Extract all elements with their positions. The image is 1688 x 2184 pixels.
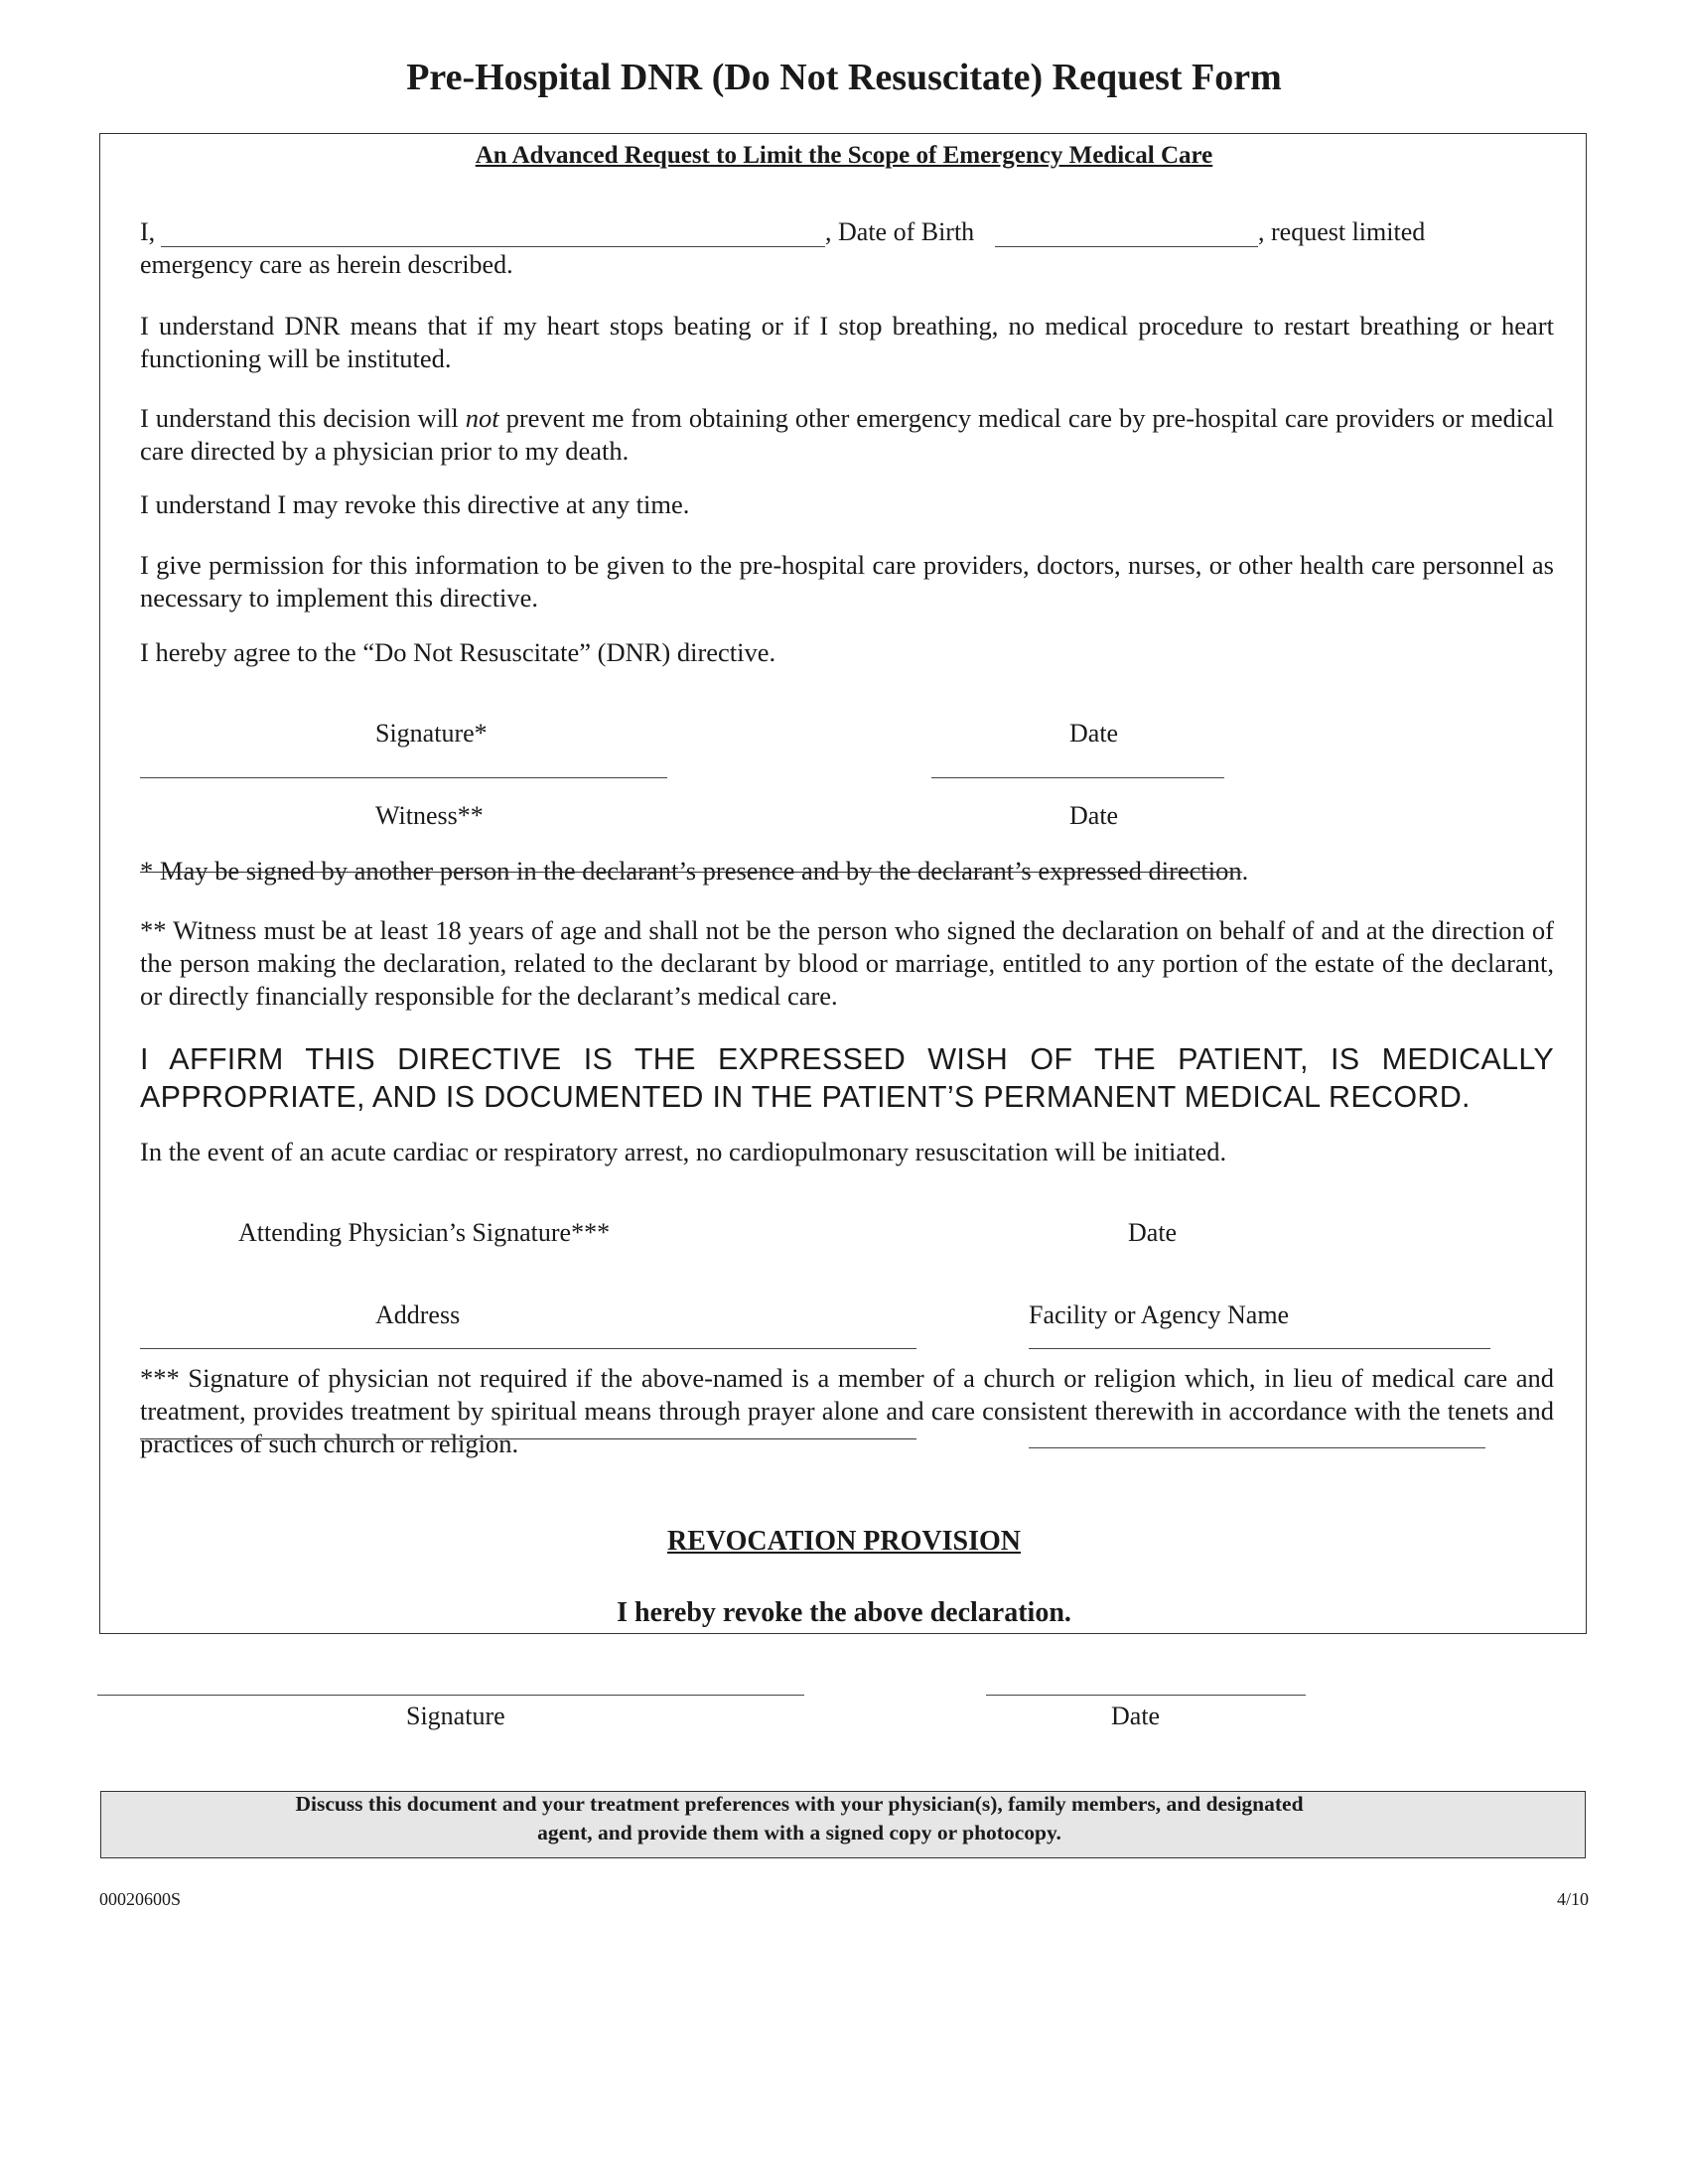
agree-paragraph: I hereby agree to the “Do Not Resuscitate” (DNR) directive.: [140, 637, 776, 667]
footnote-single: * May be signed by another person in the declarant’s presence and by the declarant’s expressed direction.: [140, 856, 1249, 886]
witness-label: Witness**: [375, 801, 484, 830]
facility-label: Facility or Agency Name: [1029, 1300, 1290, 1329]
facility-field[interactable]: [1029, 1348, 1490, 1349]
affirmation-line-2: APPROPRIATE, AND IS DOCUMENTED IN THE PATIENT’S PERMANENT MEDICAL RECORD.: [140, 1080, 1471, 1114]
physician-extra-field[interactable]: [1029, 1447, 1485, 1448]
physician-signature-label: Attending Physician’s Signature***: [238, 1218, 611, 1247]
physician-footnote: *** Signature of physician not required if the above-named is a member of a church or religion which, in lieu of medical care and treatment, provides treatment by spiritual means through prayer alone and care consistent therewith in accordance with the tenets and practices of such church or religion.: [140, 1363, 1554, 1458]
dob-label: , Date of Birth: [825, 217, 975, 246]
witness-date-field[interactable]: [931, 777, 1224, 778]
revoke-paragraph: I understand I may revoke this directive at any time.: [140, 489, 690, 519]
revocation-heading: REVOCATION PROVISION: [667, 1526, 1021, 1557]
notice-line-1: Discuss this document and your treatment preferences with your physician(s), family members, and designated: [295, 1792, 1304, 1816]
revocation-date-field[interactable]: [986, 1695, 1306, 1696]
notice-line-2: agent, and provide them with a signed copy or photocopy.: [537, 1821, 1061, 1844]
permission-paragraph: I give permission for this information to be given to the pre-hospital care providers, doctors, nurses, or other health care personnel as necessary to implement this directive.: [140, 550, 1554, 613]
witness-date-label: Date: [1069, 801, 1119, 830]
declaration-suffix: , request limited: [1258, 217, 1426, 246]
signature-label: Signature*: [375, 719, 488, 748]
dob-field[interactable]: [995, 246, 1258, 247]
revocation-signature-field[interactable]: [97, 1695, 804, 1696]
strike-line: [140, 872, 1242, 873]
name-field[interactable]: [161, 246, 825, 247]
page-title: Pre-Hospital DNR (Do Not Resuscitate) Request Form: [406, 57, 1282, 98]
date-label: Date: [1069, 719, 1119, 748]
footnote-witness: ** Witness must be at least 18 years of age and shall not be the person who signed the declaration on behalf of and at the direction of the person making the declaration, related to the declarant by blood or marriage, entitled to any portion of the estate of the declarant, or directly financially responsible for the declarant’s medical care.: [140, 915, 1554, 1011]
address-field[interactable]: [140, 1348, 916, 1349]
strike-line: [140, 1438, 916, 1439]
revocation-signature-label: Signature: [406, 1702, 505, 1730]
witness-signature-field[interactable]: [140, 777, 667, 778]
address-label: Address: [375, 1300, 461, 1329]
affirmation-line-1: I AFFIRM THIS DIRECTIVE IS THE EXPRESSED WISH OF THE PATIENT, IS MEDICALLY: [140, 1042, 1554, 1076]
cardiac-statement: In the event of an acute cardiac or respiratory arrest, no cardiopulmonary resuscitation will be initiated.: [140, 1137, 1227, 1166]
dnr-meaning-paragraph: I understand DNR means that if my heart stops beating or if I stop breathing, no medical procedure to restart breathing or heart functioning will be instituted.: [140, 311, 1554, 373]
declaration-prefix: I,: [140, 217, 156, 246]
revocation-date-label: Date: [1111, 1702, 1161, 1730]
physician-date-label: Date: [1128, 1218, 1178, 1247]
declaration-continuation: emergency care as herein described.: [140, 250, 513, 279]
revocation-statement: I hereby revoke the above declaration.: [617, 1597, 1071, 1628]
other-care-paragraph: I understand this decision will not prevent me from obtaining other emergency medical care by pre-hospital care providers or medical care directed by a physician prior to my death.: [140, 403, 1554, 466]
form-subtitle: An Advanced Request to Limit the Scope of Emergency Medical Care: [475, 142, 1213, 169]
revision-date: 4/10: [1556, 1889, 1589, 1909]
form-code: 00020600S: [99, 1889, 182, 1909]
